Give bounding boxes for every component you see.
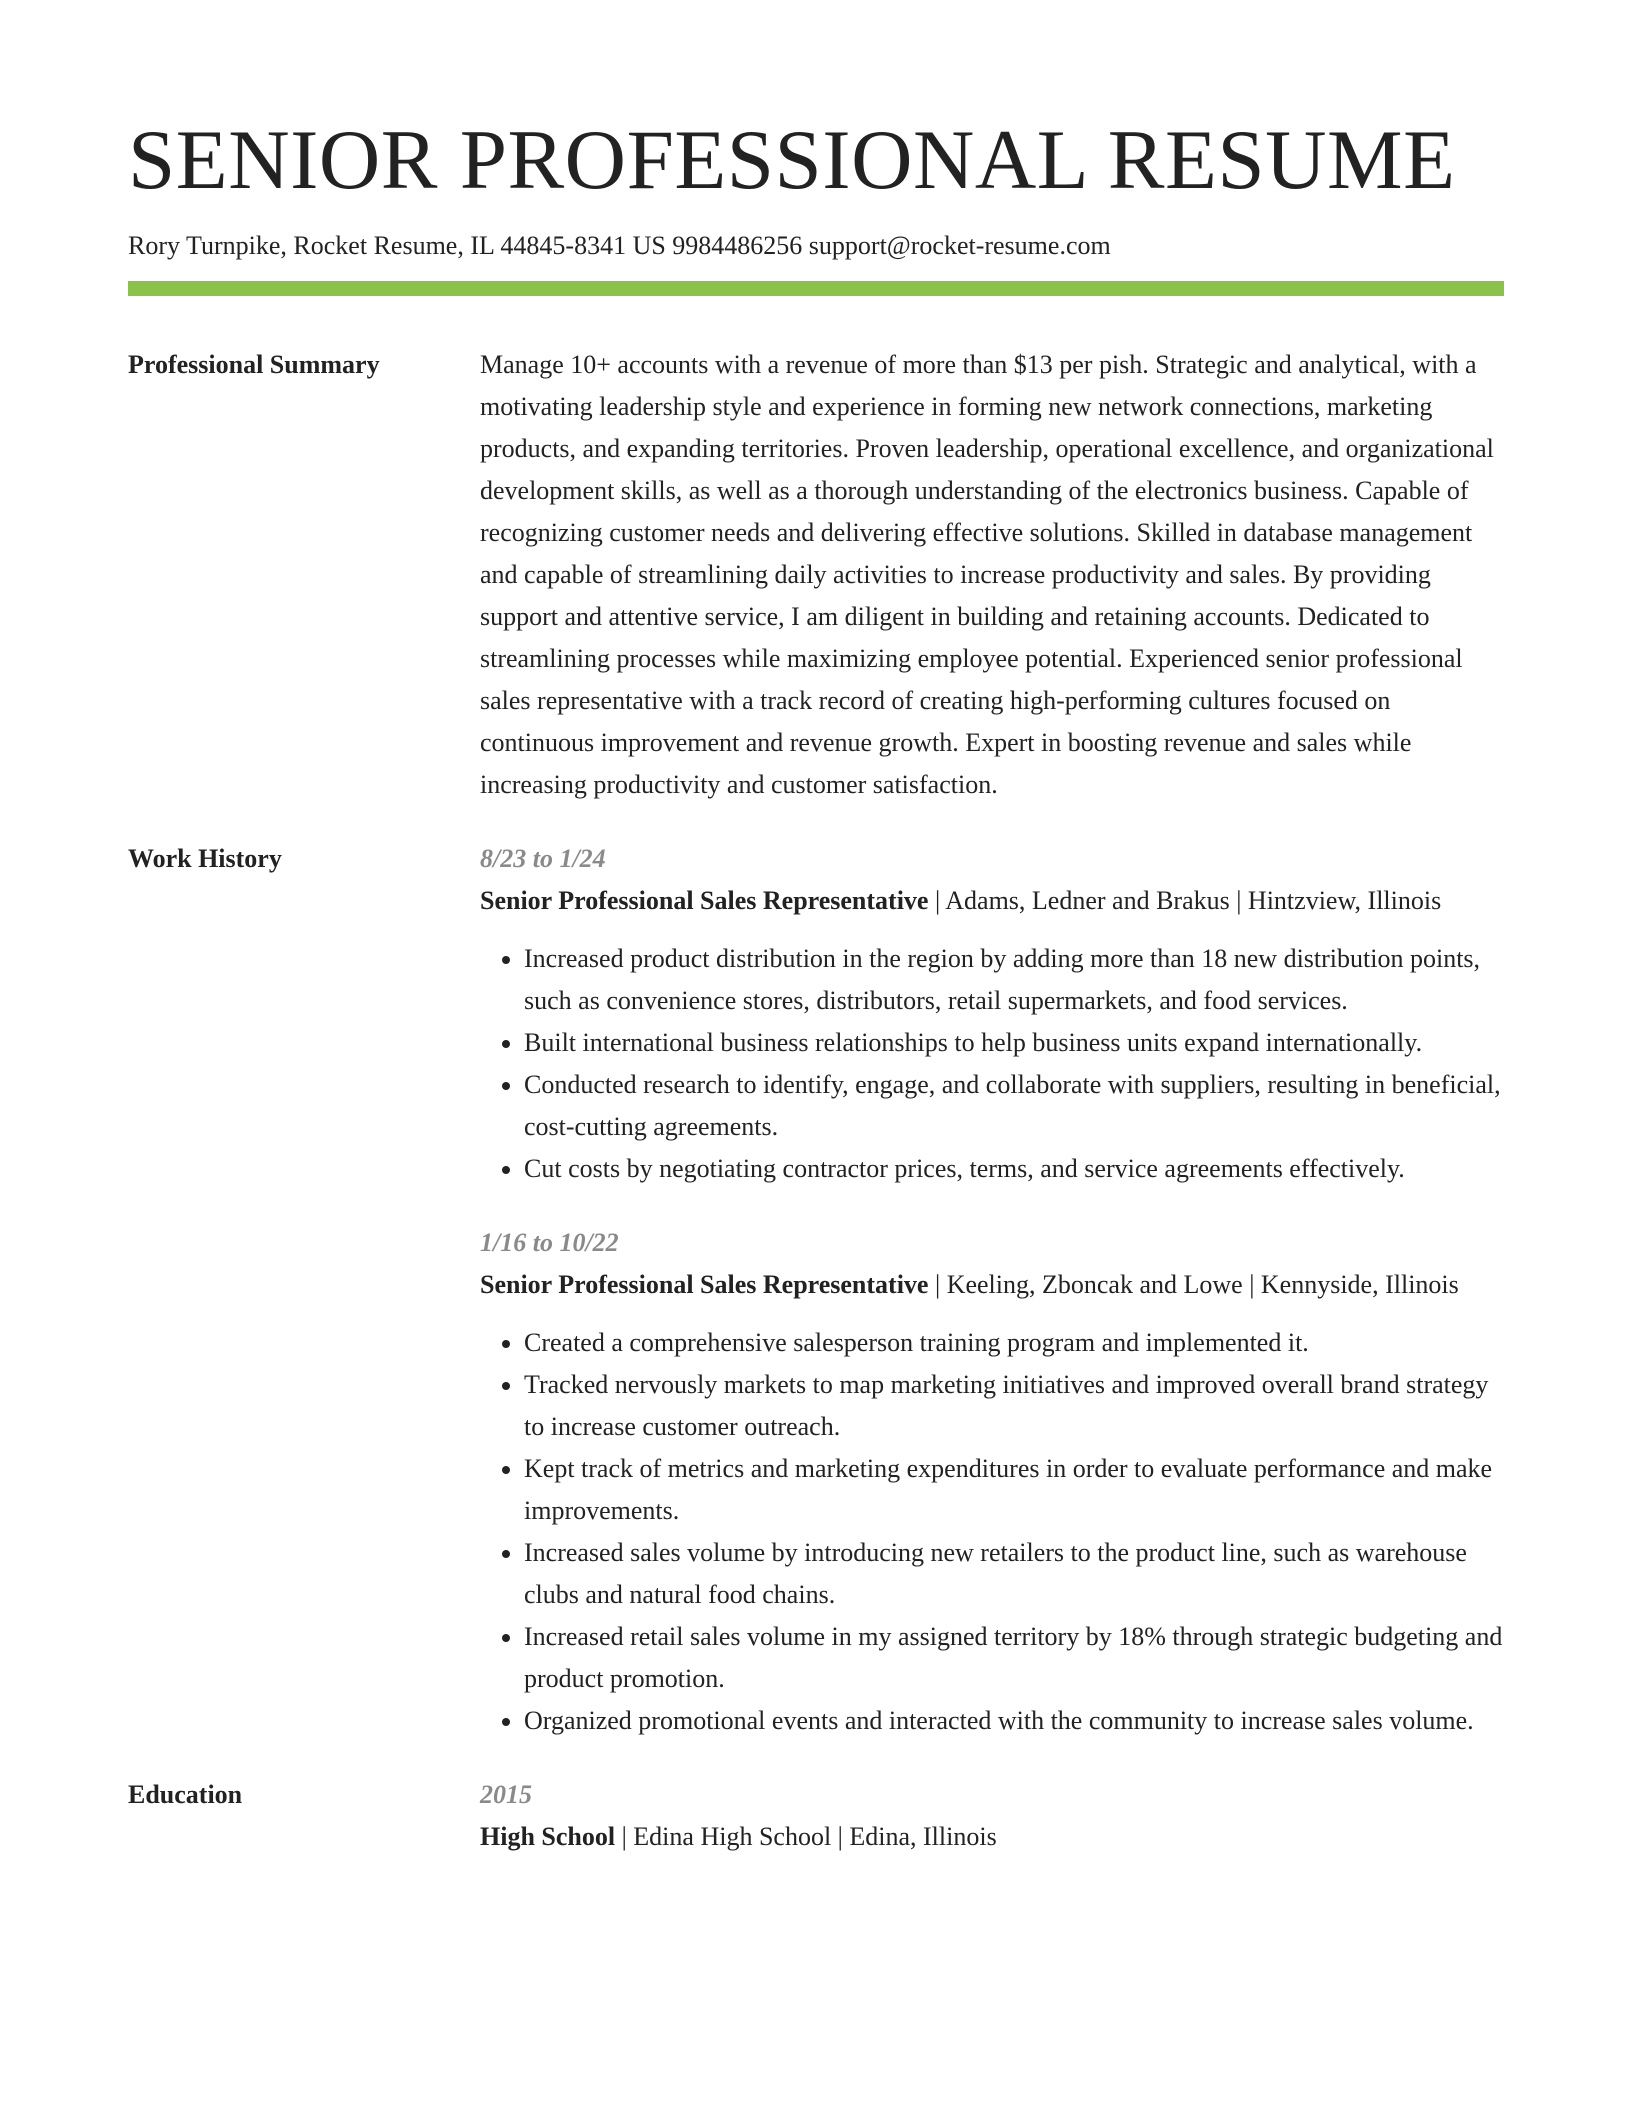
education-section [128,1774,1504,1858]
section-label-education: Education [128,1780,243,1809]
job-heading [480,1264,1504,1306]
job-bullet: • Increased retail sales volume in my assigned territory by 18% through strategic budgeting and product promotion. [524,1616,1504,1700]
section-label-professional-summary: Professional Summary [128,350,380,379]
job-bullet: • Created a comprehensive salesperson training program and implemented it. [524,1322,1504,1364]
resume-page [128,113,1504,1858]
job-entry [480,1222,1504,1742]
job-date: 8/23 to 1/24 [480,844,606,873]
professional-summary-section [128,344,1504,806]
education-school-location: | Edina High School | Edina, Illinois [615,1822,997,1851]
job-bullet: • Kept track of metrics and marketing expenditures in order to evaluate performance and make improvements. [524,1448,1504,1532]
job-entry [480,838,1504,1190]
job-heading [480,880,1504,922]
job-bullet: • Increased product distribution in the region by adding more than 18 new distribution points, such as convenience stores, distributors, retail supermarkets, and food services. [524,938,1504,1022]
job-bullets [480,938,1504,1190]
accent-divider [128,281,1504,296]
job-bullet: • Organized promotional events and interacted with the community to increase sales volume. [524,1700,1504,1742]
education-date: 2015 [480,1780,532,1809]
contact-line: Rory Turnpike, Rocket Resume, IL 44845-8341 US 9984486256 support@rocket-resume.com [128,231,1111,260]
summary-text: Manage 10+ accounts with a revenue of more than $13 per pish. Strategic and analytical, with a motivating leadership style and experience in forming new network connections, marketing products, and expanding territories. Proven leadership, operational excellence, and organizational development skills, as well as a thorough understanding of the electronics business. Capable of recognizing customer needs and delivering effective solutions. Skilled in database management and capable of streamlining daily activities to increase productivity and sales. By providing support and attentive service, I am diligent in building and retaining accounts. Dedicated to streamlining processes while maximizing employee potential. Experienced senior professional sales representative with a track record of creating high-performing cultures focused on continuous improvement and revenue growth. Expert in boosting revenue and sales while increasing productivity and customer satisfaction. [480,350,1494,799]
job-title: Senior Professional Sales Representative [480,1270,929,1299]
resume-title: SENIOR PROFESSIONAL RESUME [128,113,1456,207]
job-bullet: • Conducted research to identify, engage, and collaborate with suppliers, resulting in beneficial, cost-cutting agreements. [524,1064,1504,1148]
job-bullet: • Tracked nervously markets to map marketing initiatives and improved overall brand strategy to increase customer outreach. [524,1364,1504,1448]
work-history-body [480,838,1504,1742]
section-label-work-history: Work History [128,844,282,873]
job-employer-location: | Keeling, Zboncak and Lowe | Kennyside, Illinois [928,1270,1459,1299]
education-body [480,1774,1504,1858]
job-title: Senior Professional Sales Representative [480,886,929,915]
work-history-section [128,838,1504,1742]
job-bullet: • Cut costs by negotiating contractor prices, terms, and service agreements effectively. [524,1148,1504,1190]
job-employer-location: | Adams, Ledner and Brakus | Hintzview, Illinois [928,886,1442,915]
job-date: 1/16 to 10/22 [480,1228,619,1257]
job-bullet: • Built international business relationships to help business units expand internationally. [524,1022,1504,1064]
job-bullets [480,1322,1504,1742]
job-bullet: • Increased sales volume by introducing new retailers to the product line, such as warehouse clubs and natural food chains. [524,1532,1504,1616]
education-heading [480,1816,1504,1858]
education-degree: High School [480,1822,616,1851]
